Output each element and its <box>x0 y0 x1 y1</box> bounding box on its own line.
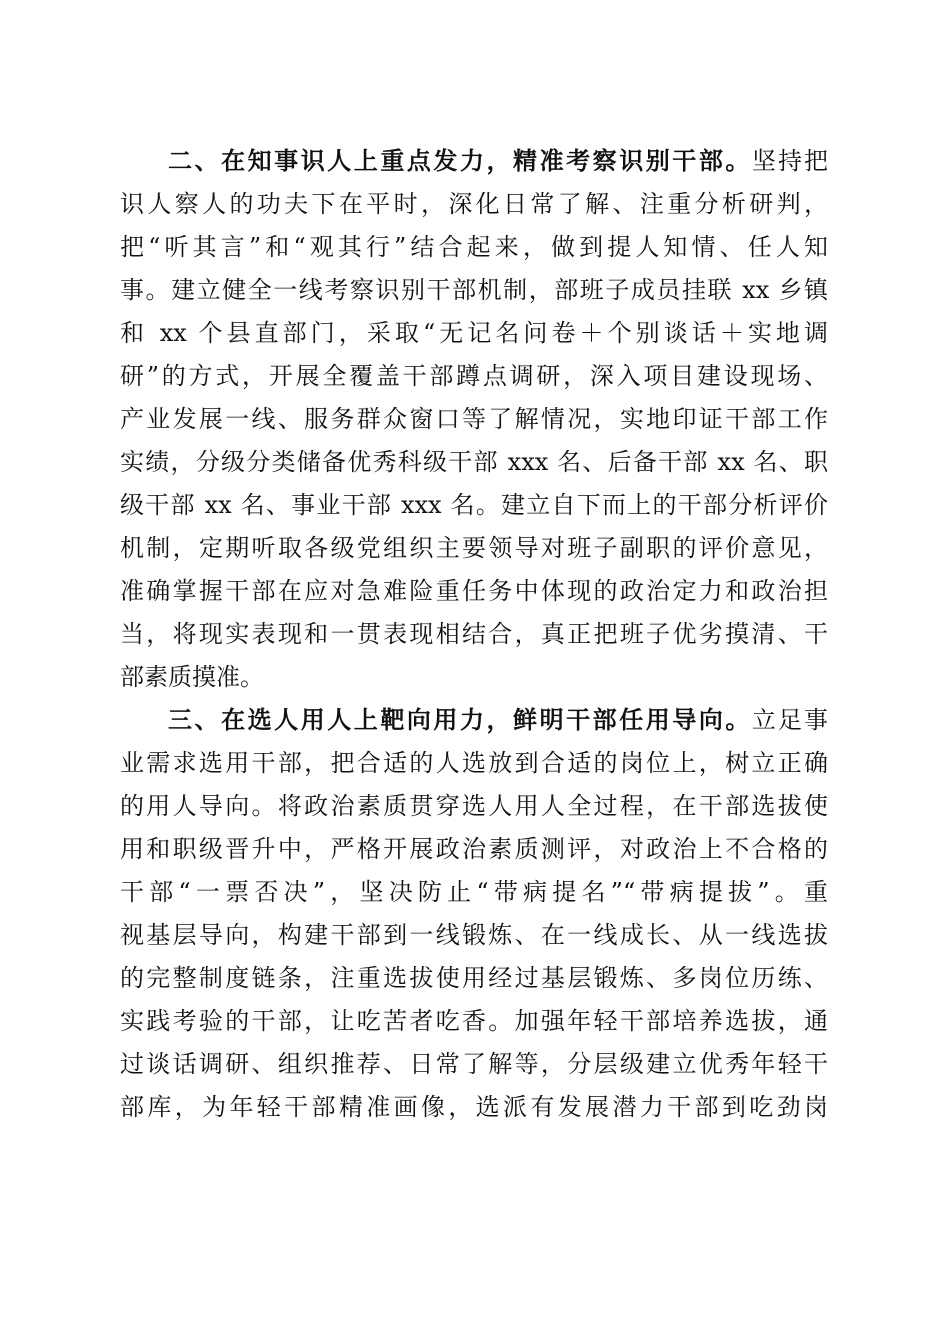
section-3-line: 的用人导向。将政治素质贯穿选人用人全过程，在干部选拔使 <box>120 792 828 820</box>
section-2-line: 部素质摸准。 <box>120 663 264 691</box>
section-2-first-line <box>120 140 828 183</box>
section-2-line: 当，将现实表现和一贯表现相结合，真正把班子优劣摸清、干 <box>120 620 828 648</box>
section-3-line: 部库，为年轻干部精准画像，选派有发展潜力干部到吃劲岗 <box>120 1093 828 1121</box>
section-3-line: 视基层导向，构建干部到一线锻炼、在一线成长、从一线选拔 <box>120 921 828 949</box>
section-2-line: 机制，定期听取各级党组织主要领导对班子副职的评价意见， <box>120 534 828 562</box>
section-3-line: 立足事 <box>751 706 829 734</box>
section-2-line: 实绩，分级分类储备优秀科级干部 xxx 名、后备干部 xx 名、职 <box>120 448 828 476</box>
section-2-heading: 二、在知事识人上重点发力，精准考察识别干部。 <box>168 147 752 175</box>
section-3-line: 干部“一票否决”，坚决防止“带病提名”“带病提拔”。重 <box>120 878 828 906</box>
section-2-line: 产业发展一线、服务群众窗口等了解情况，实地印证干部工作 <box>120 405 828 433</box>
section-2-line: 把“听其言”和“观其行”结合起来，做到提人知情、任人知 <box>120 233 828 261</box>
section-3-line: 用和职级晋升中，严格开展政治素质测评，对政治上不合格的 <box>120 835 828 863</box>
section-2-line: 级干部 xx 名、事业干部 xxx 名。建立自下而上的干部分析评价 <box>120 491 828 519</box>
section-2-line: 事。建立健全一线考察识别干部机制，部班子成员挂联 xx 乡镇 <box>120 276 828 304</box>
section-3-heading: 三、在选人用人上靶向用力，鲜明干部任用导向。 <box>168 706 752 734</box>
document-body <box>120 140 828 1129</box>
section-3-line: 的完整制度链条，注重选拔使用经过基层锻炼、多岗位历练、 <box>120 964 828 992</box>
section-3-line: 过谈话调研、组织推荐、日常了解等，分层级建立优秀年轻干 <box>120 1050 828 1078</box>
section-2-line: 研”的方式，开展全覆盖干部蹲点调研，深入项目建设现场、 <box>120 362 828 390</box>
section-3-line: 实践考验的干部，让吃苦者吃香。加强年轻干部培养选拔，通 <box>120 1007 828 1035</box>
section-3-first-line <box>120 699 828 742</box>
section-3-line: 业需求选用干部，把合适的人选放到合适的岗位上，树立正确 <box>120 749 828 777</box>
section-2-line: 识人察人的功夫下在平时，深化日常了解、注重分析研判， <box>120 190 828 218</box>
section-2-line: 和 xx 个县直部门，采取“无记名问卷＋个别谈话＋实地调 <box>120 319 828 347</box>
section-2-line: 坚持把 <box>751 147 829 175</box>
section-2-line: 准确掌握干部在应对急难险重任务中体现的政治定力和政治担 <box>120 577 828 605</box>
